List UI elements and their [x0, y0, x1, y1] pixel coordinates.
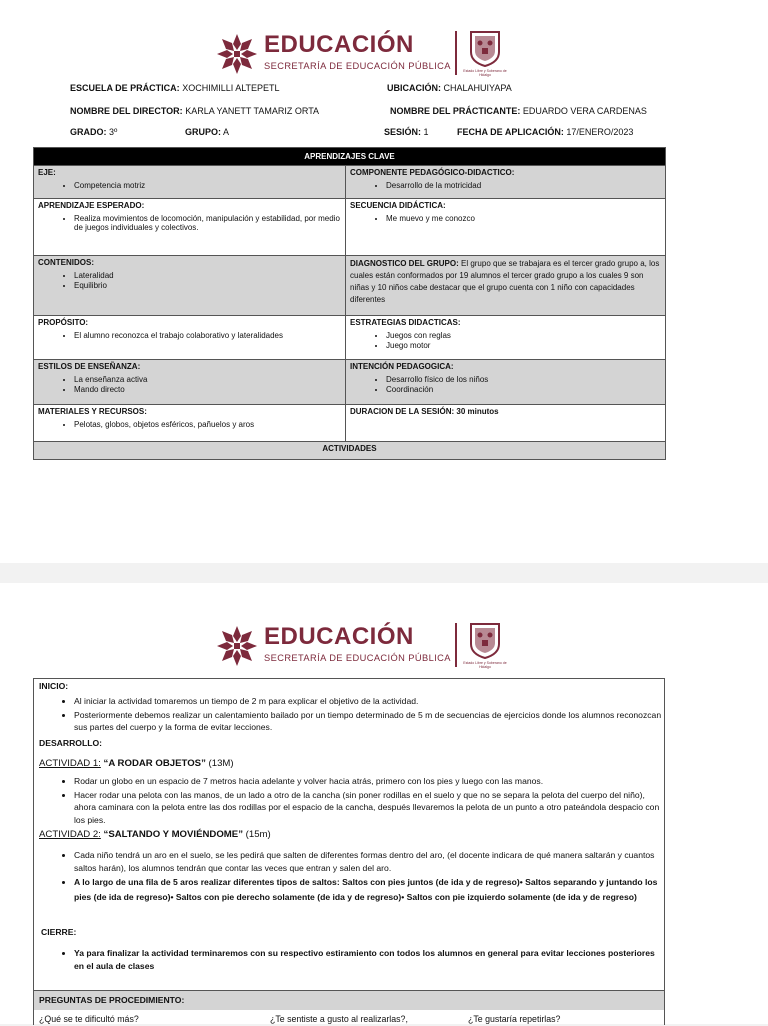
estrategias-label: ESTRATEGIAS DIDACTICAS: — [350, 318, 461, 327]
page-header — [0, 28, 768, 84]
activity-1-time: (13M) — [208, 758, 234, 769]
activity-1-title: “A RODAR OBJETOS” — [103, 758, 206, 769]
director-label: NOMBRE DEL DIRECTOR: — [70, 106, 183, 116]
seal-caption: Estado Libre y Soberano de Hidalgo — [463, 661, 507, 669]
seal-caption: Estado Libre y Soberano de Hidalgo — [463, 69, 507, 77]
practicante-value: EDUARDO VERA CARDENAS — [522, 106, 647, 116]
duracion-value: 30 minutos — [456, 407, 499, 416]
secuencia-label: SECUENCIA DIDÁCTICA: — [350, 201, 446, 210]
activity-2-title: “SALTANDO Y MOVIÉNDOME” — [103, 829, 243, 840]
brand-subtitle: SECRETARÍA DE EDUCACIÓN PÚBLICA — [264, 653, 451, 663]
materiales-cell — [34, 405, 346, 442]
preguntas-bar — [34, 990, 664, 1010]
aprendizaje-label: APRENDIZAJE ESPERADO: — [38, 201, 145, 210]
brand-title: EDUCACIÓN — [264, 623, 414, 650]
location-field — [387, 83, 512, 93]
practicante-label: NOMBRE DEL PRÁCTICANTE: — [390, 106, 521, 116]
estilos-label: ESTILOS DE ENSEÑANZA: — [38, 362, 141, 371]
date-value: 17/ENERO/2023 — [566, 127, 634, 137]
question-2: ¿Te sentiste a gusto al realizarlas?, — [270, 1014, 408, 1024]
inicio-item: • Al iniciar la actividad tomaremos un tiempo de 2 m para explicar el objetivo de la actividad. — [74, 695, 666, 708]
cierre-item: • Ya para finalizar la actividad terminaremos con su respectivo estiramiento con todos los alumnos en general para evitar lecciones posteriores en el aula de clases — [74, 947, 666, 972]
inicio-item: • Posteriormente debemos realizar un calentamiento bailado por un tiempo determinado de 5 m de secuencias de ejercicios donde los alumnos reconozcan sus partes del cuerpo y la forma de evitar lecciones. — [74, 709, 666, 734]
date-label: FECHA DE APLICACIÓN: — [457, 127, 564, 137]
header-divider — [455, 31, 457, 75]
estilos-cell — [34, 360, 346, 405]
director-value: KARLA YANETT TAMARIZ ORTA — [185, 106, 320, 116]
activity-2-item: • Cada niño tendrá un aro en el suelo, se les pedirá que salten de diferentes formas dentro del aro, (el docente indicara de qué manera saltarán y cuantos saltos harán), los alumnos tendrán que contar las veces que entran y salen del aro. — [74, 849, 666, 874]
estilos-item: • La enseñanza activa — [74, 375, 341, 384]
componente-value: • Desarrollo de la motricidad — [386, 181, 661, 190]
secuencia-cell — [346, 199, 666, 256]
planning-table — [33, 147, 666, 460]
proposito-value: • El alumno reconozca el trabajo colaborativo y lateralidades — [74, 331, 341, 340]
estilos-item: • Mando directo — [74, 385, 341, 394]
table-title: APRENDIZAJES CLAVE — [34, 148, 666, 166]
activity-2-item: • A lo largo de una fila de 5 aros realizar diferentes tipos de saltos: Saltos con pies juntos (de ida y de regreso)• Saltos separando y juntando los pies (de ida de regreso)• Saltos con pie derecho solamente (de ida y de regreso)• Saltos con pie izquierdo solamente (de ida y de regreso) — [74, 875, 666, 905]
secuencia-value: • Me muevo y me conozco — [386, 214, 661, 223]
sep-flower-logo-icon — [215, 32, 259, 76]
desarrollo-label: DESARROLLO: — [39, 738, 103, 748]
location-value: CHALAHUIYAPA — [443, 83, 512, 93]
aprendizaje-value: • Realiza movimientos de locomoción, manipulación y estabilidad, por medio de juegos individuales y colectivos. — [74, 214, 341, 232]
estrategias-item: • Juego motor — [386, 341, 661, 350]
brand-subtitle: SECRETARÍA DE EDUCACIÓN PÚBLICA — [264, 61, 451, 71]
diagnostico-label: DIAGNOSTICO DEL GRUPO: — [350, 259, 459, 268]
director-field — [70, 106, 319, 116]
intencion-cell — [346, 360, 666, 405]
school-value: XOCHIMILLI ALTEPETL — [182, 83, 280, 93]
duracion-cell — [346, 405, 666, 442]
inicio-label: INICIO: — [39, 681, 69, 691]
componente-label: COMPONENTE PEDAGÓGICO-DIDACTICO: — [350, 168, 515, 177]
date-field — [457, 127, 633, 137]
proposito-label: PROPÓSITO: — [38, 318, 89, 327]
group-value: A — [223, 127, 230, 137]
materiales-value: • Pelotas, globos, objetos esféricos, pañuelos y aros — [74, 420, 341, 429]
activity-1-heading — [39, 758, 234, 771]
activities-box — [33, 678, 665, 1025]
diagnostico-cell — [346, 256, 666, 316]
contenidos-label: CONTENIDOS: — [38, 258, 94, 267]
page-header — [0, 620, 768, 676]
intencion-item: • Desarrollo físico de los niños — [386, 375, 661, 384]
activity-2-time: (15m) — [245, 829, 271, 840]
cierre-list — [56, 947, 666, 973]
eje-label: EJE: — [38, 168, 56, 177]
session-label: SESIÓN: — [384, 127, 422, 137]
group-field — [185, 127, 229, 137]
contenidos-cell — [34, 256, 346, 316]
question-1: ¿Qué se te dificultó más? — [39, 1014, 139, 1024]
componente-cell — [346, 166, 666, 199]
school-field — [70, 83, 280, 93]
intencion-label: INTENCIÓN PEDAGOGICA: — [350, 362, 454, 371]
grade-value: 3º — [109, 127, 118, 137]
duracion-label: DURACION DE LA SESIÓN: — [350, 407, 455, 416]
estrategias-item: • Juegos con reglas — [386, 331, 661, 340]
actividades-header: ACTIVIDADES — [34, 442, 666, 460]
group-label: GRUPO: — [185, 127, 221, 137]
aprendizaje-cell — [34, 199, 346, 256]
brand-title: EDUCACIÓN — [264, 31, 414, 58]
contenidos-item: • Lateralidad — [74, 271, 341, 280]
school-label: ESCUELA DE PRÁCTICA: — [70, 83, 180, 93]
grade-label: GRADO: — [70, 127, 107, 137]
activity-1-list — [56, 775, 666, 827]
estrategias-cell — [346, 316, 666, 360]
intencion-item: • Coordinación — [386, 385, 661, 394]
session-field — [384, 127, 429, 137]
activity-1-item: • Rodar un globo en un espacio de 7 metros hacia adelante y volver hacia atrás, primero con los pies y luego con las manos. — [74, 775, 666, 788]
activity-2-label: ACTIVIDAD 2: — [39, 829, 101, 840]
sep-flower-logo-icon — [215, 624, 259, 668]
activity-2-list — [56, 849, 666, 906]
activity-2-heading — [39, 829, 271, 842]
cierre-label: CIERRE: — [41, 927, 77, 937]
header-divider — [455, 623, 457, 667]
preguntas-label: PREGUNTAS DE PROCEDIMIENTO: — [39, 995, 185, 1005]
document-page-2 — [0, 583, 768, 1024]
session-value: 1 — [423, 127, 429, 137]
proposito-cell — [34, 316, 346, 360]
activity-1-item: • Hacer rodar una pelota con las manos, de un lado a otro de la cancha (sin poner rodillas en el suelo y que no se separa la pelota del cuerpo del niño), ahora caminara con la pelota entre las dos rodillas por el espacio de la cancha, después llevaremos la pelota de un punto a otro pateándola despacio con los pies. — [74, 789, 666, 827]
activity-1-label: ACTIVIDAD 1: — [39, 758, 101, 769]
inicio-list — [56, 695, 666, 735]
practicante-field — [390, 106, 647, 116]
eje-value: • Competencia motriz — [74, 181, 341, 190]
materiales-label: MATERIALES Y RECURSOS: — [38, 407, 147, 416]
question-3: ¿Te gustaría repetirlas? — [468, 1014, 561, 1024]
grade-field — [70, 127, 117, 137]
eje-cell — [34, 166, 346, 199]
location-label: UBICACIÓN: — [387, 83, 441, 93]
diagnostico-value: El grupo que se trabajara es el tercer grado grupo a, los cuales están conformados por 19 alumnos el tercer grado grupo a los cuales 9 son niñas y 10 niños cabe destacar que el grupo cuenta con 1 niño con capacidades diferentes — [350, 259, 660, 304]
contenidos-item: • Equilibrio — [74, 281, 341, 290]
